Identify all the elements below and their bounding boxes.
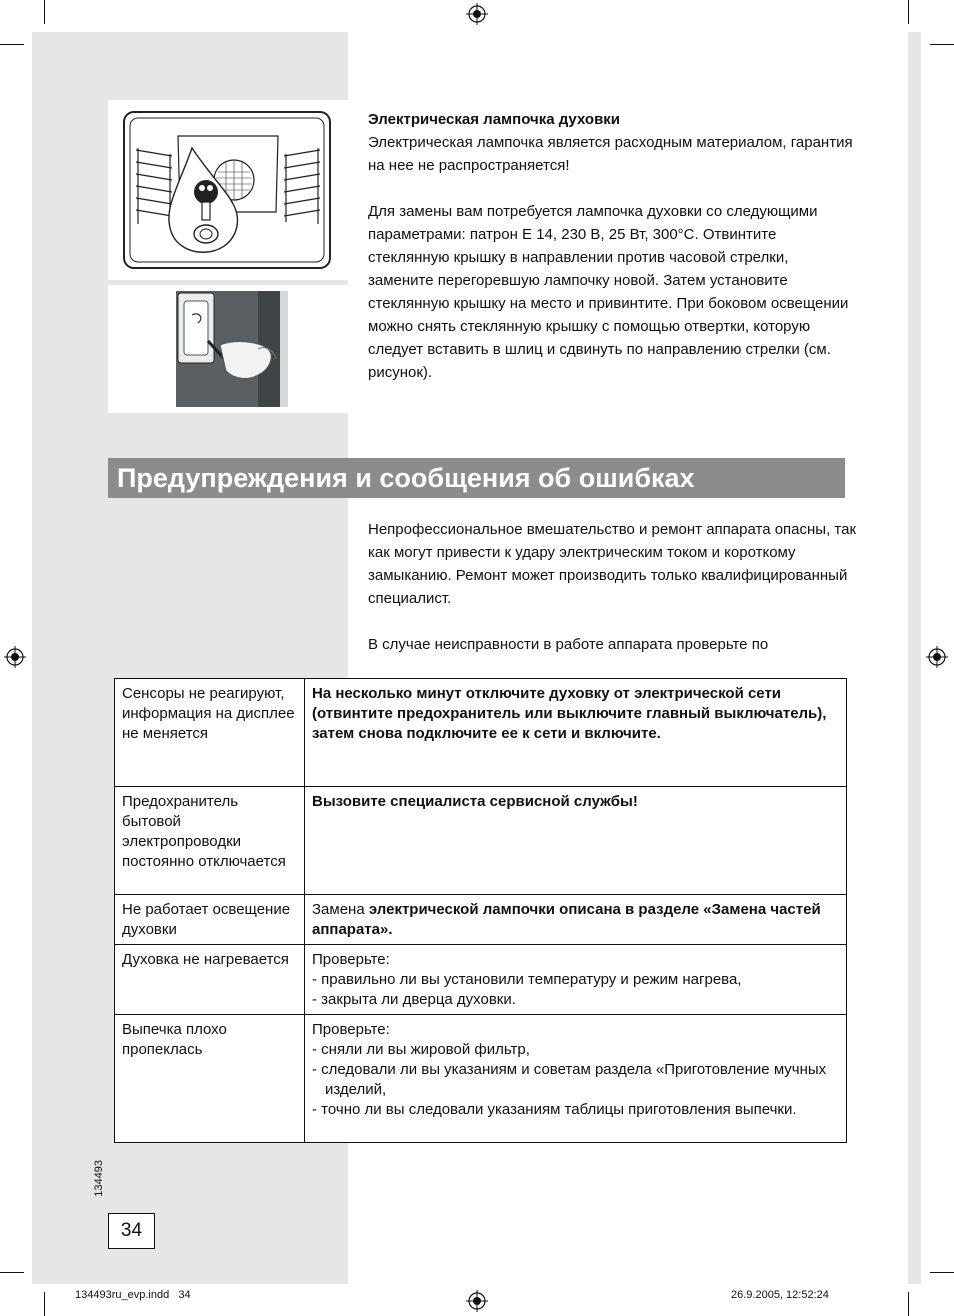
warnings-intro <box>368 518 858 656</box>
solution-prefix: Замена <box>312 901 369 918</box>
section-title: Предупреждения и сообщения об ошибках <box>117 463 695 493</box>
problem-cell: Предохранитель бытовой электропроводки постоянно отключается <box>115 787 305 895</box>
check-item: - следовали ли вы указаниям и советам раздела «Приготовление мучных изделий, <box>312 1061 827 1098</box>
lamp-paragraph: Для замены вам потребуется лампочка духовки со следующими параметрами: патрон E 14, 230 В, 25 Вт, 300°C. Отвинтите стеклянную крышку в направлении против часовой стрелки, замените перегоревшую лампочку новой. Затем установите стеклянную крышку на место и привинтите. При боковом освещении можно снять стеклянную крышку с помощью отвертки, которую следует вставить в шлиц и сдвинуть по направлению стрелки (см. рисунок). <box>368 203 849 381</box>
solution-cell <box>305 1015 847 1143</box>
table-row <box>115 679 847 787</box>
table-row <box>115 1015 847 1143</box>
check-label: Проверьте: <box>312 1021 390 1038</box>
crop-mark <box>0 1272 24 1273</box>
oven-interior-illustration <box>108 100 348 280</box>
solution-cell <box>305 895 847 945</box>
check-label: Проверьте: <box>312 951 390 968</box>
section-header-bar <box>108 458 845 498</box>
problem-cell: Духовка не нагревается <box>115 945 305 1015</box>
check-item: - правильно ли вы установили температуру и режим нагрева, <box>312 971 742 988</box>
intro-paragraph: В случае неисправности в работе аппарата проверьте по <box>368 636 769 653</box>
registration-mark-icon <box>466 3 488 25</box>
registration-mark-icon <box>926 646 948 668</box>
problem-cell: Выпечка плохо пропеклась <box>115 1015 305 1143</box>
side-document-code: 134493 <box>93 1160 105 1197</box>
crop-mark <box>908 0 909 24</box>
fault-table <box>114 678 847 1143</box>
solution-cell <box>305 945 847 1015</box>
intro-paragraph: Непрофессиональное вмешательство и ремонт аппарата опасны, так как могут привести к удару электрическим током и короткому замыканию. Ремонт может производить только квалифицированный специалист. <box>368 521 857 607</box>
registration-mark-icon <box>466 1290 488 1312</box>
check-item: - точно ли вы следовали указаниям таблицы приготовления выпечки. <box>312 1101 797 1118</box>
registration-mark-icon <box>4 646 26 668</box>
side-lamp-screwdriver-illustration <box>108 285 348 413</box>
problem-cell: Сенсоры не реагируют, информация на дисплее не меняется <box>115 679 305 787</box>
footer-file-name: 134493ru_evp.indd 34 <box>75 1289 191 1301</box>
crop-mark <box>44 1292 45 1316</box>
lamp-paragraph: Электрическая лампочка является расходным материалом, гарантия на нее не распространяется! <box>368 134 853 174</box>
oven-lamp-drawing-icon <box>108 100 348 280</box>
crop-mark <box>930 44 954 45</box>
problem-cell: Не работает освещение духовки <box>115 895 305 945</box>
lamp-section-title: Электрическая лампочка духовки <box>368 111 621 128</box>
screwdriver-photo-icon <box>108 285 348 413</box>
page-margin-panel-right <box>908 32 921 1284</box>
check-item: - сняли ли вы жировой фильтр, <box>312 1041 530 1058</box>
check-item: - закрыта ли дверца духовки. <box>312 991 516 1008</box>
crop-mark <box>908 1292 909 1316</box>
solution-cell: Вызовите специалиста сервисной службы! <box>305 787 847 895</box>
footer-timestamp: 26.9.2005, 12:52:24 <box>731 1289 829 1301</box>
solution-cell: На несколько минут отключите духовку от электрической сети (отвинтите предохранитель или выключите главный выключатель), затем снова подключите ее к сети и включите. <box>305 679 847 787</box>
crop-mark <box>930 1272 954 1273</box>
table-row <box>115 895 847 945</box>
table-row <box>115 945 847 1015</box>
crop-mark <box>44 0 45 24</box>
solution-bold: электрической лампочки описана в разделе «Замена частей аппарата». <box>312 901 821 938</box>
table-row <box>115 787 847 895</box>
lamp-section <box>368 108 858 384</box>
crop-mark <box>0 44 24 45</box>
page-number: 34 <box>108 1213 155 1249</box>
